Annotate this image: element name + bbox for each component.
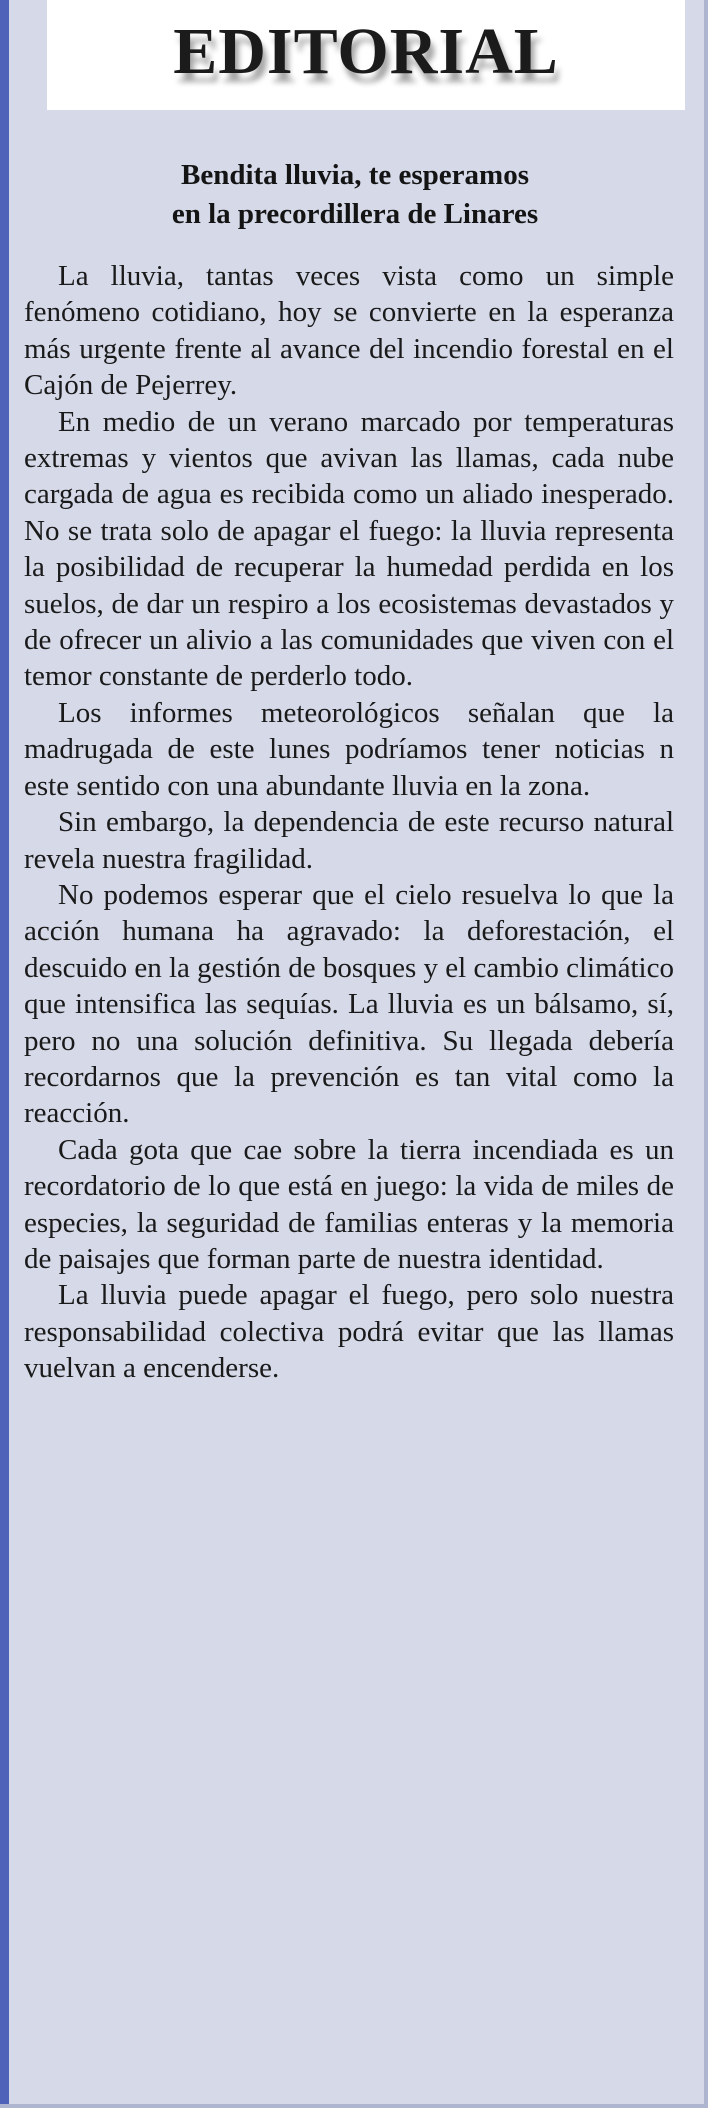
paragraph: En medio de un verano marcado por temperaturas extremas y vientos que avivan las llamas, cada nube cargada de agua es recibida como un aliado inesperado. No se trata solo de apagar el fuego: la lluvia representa la posibilidad de recuperar la humedad perdida en los suelos, de dar un respiro a los ecosistemas devastados y de ofrecer un alivio a las comunidades que viven con el temor constante de perderlo todo.	[24, 405, 674, 693]
headline-line: Bendita lluvia, te esperamos	[181, 159, 529, 191]
right-border	[704, 0, 708, 2108]
paragraph: La lluvia, tantas veces vista como un simple fenómeno cotidiano, hoy se convierte en la esperanza más urgente frente al avance del incendio forestal en el Cajón de Pejerrey.	[24, 260, 674, 402]
paragraph: Cada gota que cae sobre la tierra incendiada es un recordatorio de lo que está en juego: la vida de miles de especies, la seguridad de familias enteras y la memoria de paisajes que forman parte de nuestra identidad.	[24, 1133, 674, 1275]
paragraph: La lluvia puede apagar el fuego, pero solo nuestra responsabilidad colectiva podrá evitar que las llamas vuelvan a encenderse.	[24, 1279, 674, 1385]
section-title: EDITORIAL	[173, 15, 559, 88]
article-headline	[40, 156, 670, 234]
headline-line: en la precordillera de Linares	[171, 198, 539, 230]
accent-bar	[0, 0, 9, 2108]
header-box	[47, 0, 685, 110]
paragraph: Los informes meteorológicos señalan que la madrugada de este lunes podríamos tener noticias n este sentido con una abundante lluvia en la zona.	[24, 696, 674, 802]
bottom-border	[0, 2104, 708, 2108]
paragraph: No podemos esperar que el cielo resuelva lo que la acción humana ha agravado: la deforestación, el descuido en la gestión de bosques y el cambio climático que intensifica las sequías. La lluvia es un bálsamo, sí, pero no una solución definitiva. Su llegada debería recordarnos que la prevención es tan vital como la reacción.	[24, 878, 674, 1130]
article-body	[24, 258, 674, 1387]
paragraph: Sin embargo, la dependencia de este recurso natural revela nuestra fragilidad.	[24, 806, 674, 875]
